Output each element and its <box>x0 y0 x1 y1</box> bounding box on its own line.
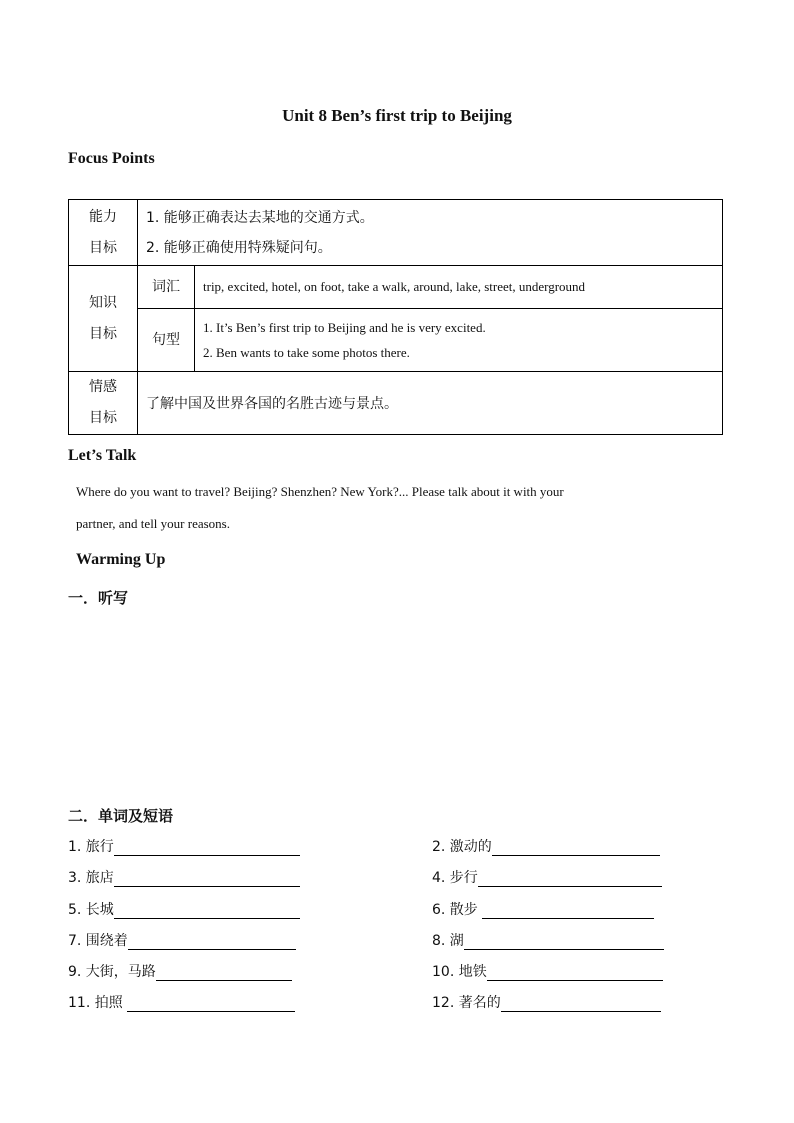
focus-points-heading: Focus Points <box>68 150 155 167</box>
exercise-item: 9. 大街，马路 <box>68 961 292 981</box>
ability-label: 能力 目标 <box>69 200 138 266</box>
answer-blank[interactable] <box>114 904 300 919</box>
exercise-item: 1. 旅行 <box>68 836 300 856</box>
answer-blank[interactable] <box>492 841 660 856</box>
exercise-item: 10. 地铁 <box>432 961 663 981</box>
ability-content: 1. 能够正确表达去某地的交通方式。 2. 能够正确使用特殊疑问句。 <box>138 200 723 266</box>
exercise-item: 5. 长城 <box>68 899 300 919</box>
lets-talk-line-2: partner, and tell your reasons. <box>76 516 230 531</box>
vocab-phrases-heading: 二．单词及短语 <box>68 807 174 825</box>
exercise-item: 6. 散步 <box>432 899 654 919</box>
exercise-item: 12. 著名的 <box>432 992 661 1012</box>
exercise-item: 3. 旅店 <box>68 867 300 887</box>
ability-row <box>69 200 723 266</box>
exercise-item: 8. 湖 <box>432 930 664 950</box>
pattern-content: 1. It’s Ben’s first trip to Beijing and he is very excited. 2. Ben wants to take some photos there. <box>195 309 723 372</box>
answer-blank[interactable] <box>128 935 296 950</box>
page-title: Unit 8 Ben’s first trip to Beijing <box>282 106 512 125</box>
vocab-content: trip, excited, hotel, on foot, take a walk, around, lake, street, underground <box>195 266 723 309</box>
answer-blank[interactable] <box>464 935 664 950</box>
pattern-label: 句型 <box>138 309 195 372</box>
knowledge-vocab-row <box>69 266 723 309</box>
warming-up-heading: Warming Up <box>76 551 166 568</box>
knowledge-pattern-row <box>69 309 723 372</box>
emotion-content: 了解中国及世界各国的名胜古迹与景点。 <box>138 372 723 435</box>
emotion-row <box>69 372 723 435</box>
answer-blank[interactable] <box>127 997 295 1012</box>
answer-blank[interactable] <box>114 872 300 887</box>
answer-blank[interactable] <box>482 904 654 919</box>
answer-blank[interactable] <box>156 966 292 981</box>
lets-talk-heading: Let’s Talk <box>68 447 137 464</box>
exercise-item: 2. 激动的 <box>432 836 660 856</box>
answer-blank[interactable] <box>114 841 300 856</box>
dictation-heading: 一．听写 <box>68 589 129 607</box>
exercise-item: 4. 步行 <box>432 867 662 887</box>
answer-blank[interactable] <box>501 997 661 1012</box>
vocab-label: 词汇 <box>138 266 195 309</box>
lets-talk-line-1: Where do you want to travel? Beijing? Shenzhen? New York?... Please talk about it with your <box>76 484 564 499</box>
exercise-item: 7. 围绕着 <box>68 930 296 950</box>
answer-blank[interactable] <box>478 872 662 887</box>
exercise-item: 11. 拍照 <box>68 992 295 1012</box>
emotion-label: 情感 目标 <box>69 372 138 435</box>
knowledge-label: 知识 目标 <box>69 266 138 372</box>
focus-points-table <box>68 199 723 435</box>
answer-blank[interactable] <box>487 966 663 981</box>
